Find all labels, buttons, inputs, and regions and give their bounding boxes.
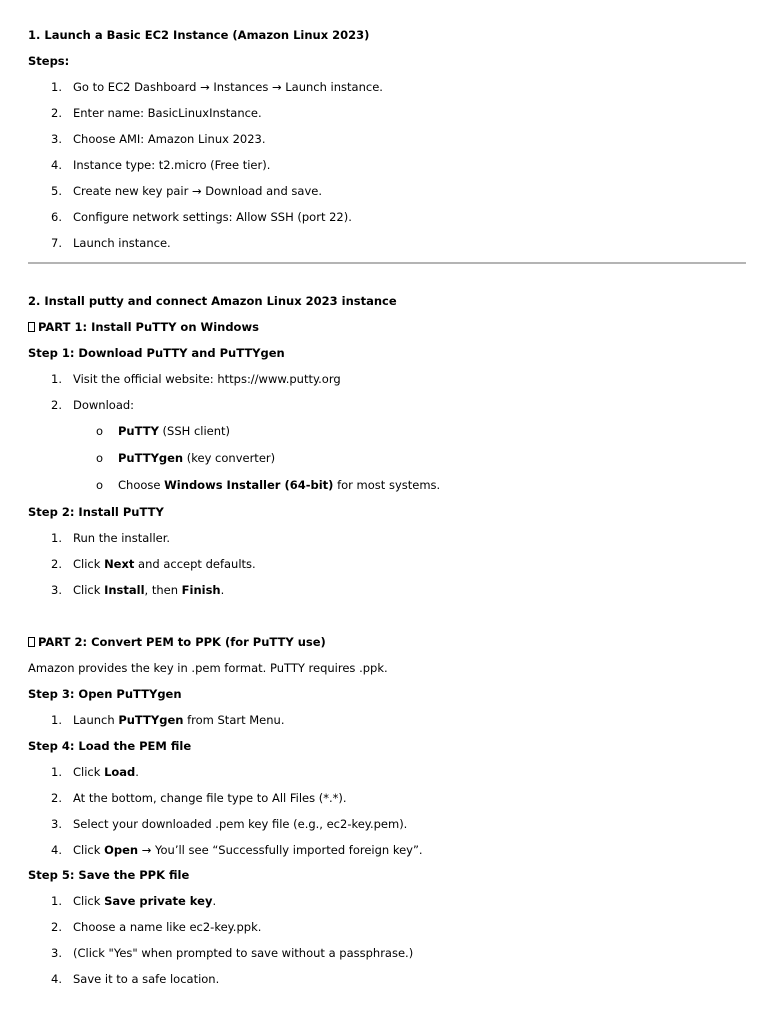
plain-text: . <box>212 894 217 908</box>
list-item <box>73 556 256 572</box>
bold-text: Windows Installer (64-bit) <box>164 478 334 492</box>
list-number: 4. <box>51 972 62 986</box>
list-number: 2. <box>51 398 62 412</box>
missing-glyph-icon <box>28 637 35 647</box>
list-item: Download: <box>73 398 135 412</box>
bold-text: PuTTYgen <box>118 713 184 727</box>
part2-heading <box>28 634 326 650</box>
list-number: 3. <box>51 946 62 960</box>
list-item: Select your downloaded .pem key file (e.g., ec2-key.pem). <box>73 817 408 831</box>
plain-text: Click <box>73 557 105 571</box>
plain-text: Choose <box>118 478 165 492</box>
list-number: 2. <box>51 106 62 120</box>
list-item: Configure network settings: Allow SSH (port 22). <box>73 210 352 224</box>
list-number: 4. <box>51 843 62 857</box>
list-item <box>73 582 224 598</box>
list-number: 1. <box>51 894 62 908</box>
list-item: At the bottom, change file type to All Files (*.*). <box>73 791 347 805</box>
list-item: Go to EC2 Dashboard → Instances → Launch instance. <box>73 80 383 94</box>
plain-text: . <box>220 583 225 597</box>
list-item: Choose AMI: Amazon Linux 2023. <box>73 132 266 146</box>
list-number: 1. <box>51 80 62 94</box>
part2-intro: Amazon provides the key in .pem format. PuTTY requires .ppk. <box>28 661 388 675</box>
plain-text: Click <box>73 765 105 779</box>
part1-heading <box>28 319 259 335</box>
list-item: (Click "Yes" when prompted to save without a passphrase.) <box>73 946 414 960</box>
section2-title: 2. Install putty and connect Amazon Linux 2023 instance <box>28 294 397 308</box>
list-number: 2. <box>51 791 62 805</box>
list-number: 2. <box>51 920 62 934</box>
steps-label: Steps: <box>28 54 70 68</box>
list-number: 1. <box>51 372 62 386</box>
list-item: Choose a name like ec2-key.ppk. <box>73 920 262 934</box>
bullet-item <box>118 423 230 439</box>
plain-text: from Start Menu. <box>183 713 285 727</box>
list-item <box>73 893 216 909</box>
part1-title: PART 1: Install PuTTY on Windows <box>38 320 259 334</box>
list-number: 3. <box>51 583 62 597</box>
bullet-marker: o <box>96 424 104 438</box>
section1-title: 1. Launch a Basic EC2 Instance (Amazon Linux 2023) <box>28 28 370 42</box>
step2-title: Step 2: Install PuTTY <box>28 505 164 519</box>
plain-text: Click <box>73 894 105 908</box>
list-item: Enter name: BasicLinuxInstance. <box>73 106 262 120</box>
bullet-marker: o <box>96 478 104 492</box>
plain-text: for most systems. <box>333 478 441 492</box>
horizontal-rule <box>28 262 746 264</box>
bold-text: Load <box>104 765 136 779</box>
bold-text: Save private key <box>104 894 213 908</box>
list-item: Launch instance. <box>73 236 171 250</box>
list-item <box>73 764 139 780</box>
list-number: 1. <box>51 765 62 779</box>
list-item: Save it to a safe location. <box>73 972 220 986</box>
list-number: 1. <box>51 531 62 545</box>
missing-glyph-icon <box>28 322 35 332</box>
plain-text: Click <box>73 583 105 597</box>
step5-title: Step 5: Save the PPK file <box>28 868 190 882</box>
list-number: 1. <box>51 713 62 727</box>
list-item: Create new key pair → Download and save. <box>73 184 322 198</box>
plain-text: Click <box>73 843 105 857</box>
plain-text: . <box>135 765 139 779</box>
step3-title: Step 3: Open PuTTYgen <box>28 687 182 701</box>
list-number: 5. <box>51 184 62 198</box>
bold-text: PuTTYgen <box>118 451 184 465</box>
list-number: 2. <box>51 557 62 571</box>
bold-text: Install <box>104 583 145 597</box>
bold-text: Next <box>104 557 135 571</box>
plain-text: , then <box>144 583 182 597</box>
bold-text: PuTTY <box>118 424 159 438</box>
list-number: 6. <box>51 210 62 224</box>
plain-text: and accept defaults. <box>134 557 256 571</box>
plain-text: Launch <box>73 713 119 727</box>
bullet-item <box>118 477 440 493</box>
bold-text: Open <box>104 843 139 857</box>
list-number: 3. <box>51 132 62 146</box>
plain-text: (SSH client) <box>158 424 231 438</box>
list-number: 3. <box>51 817 62 831</box>
list-number: 4. <box>51 158 62 172</box>
list-number: 7. <box>51 236 62 250</box>
step1-title: Step 1: Download PuTTY and PuTTYgen <box>28 346 285 360</box>
list-item <box>73 842 423 858</box>
step4-title: Step 4: Load the PEM file <box>28 739 192 753</box>
plain-text: → You’ll see “Successfully imported foreign key”. <box>138 843 423 857</box>
list-item: Visit the official website: https://www.putty.org <box>73 372 341 386</box>
bullet-marker: o <box>96 451 104 465</box>
bold-text: Finish <box>181 583 221 597</box>
plain-text: (key converter) <box>183 451 276 465</box>
list-item: Run the installer. <box>73 531 171 545</box>
part2-title: PART 2: Convert PEM to PPK (for PuTTY use) <box>38 635 326 649</box>
list-item: Instance type: t2.micro (Free tier). <box>73 158 271 172</box>
bullet-item <box>118 450 275 466</box>
list-item <box>73 712 285 728</box>
